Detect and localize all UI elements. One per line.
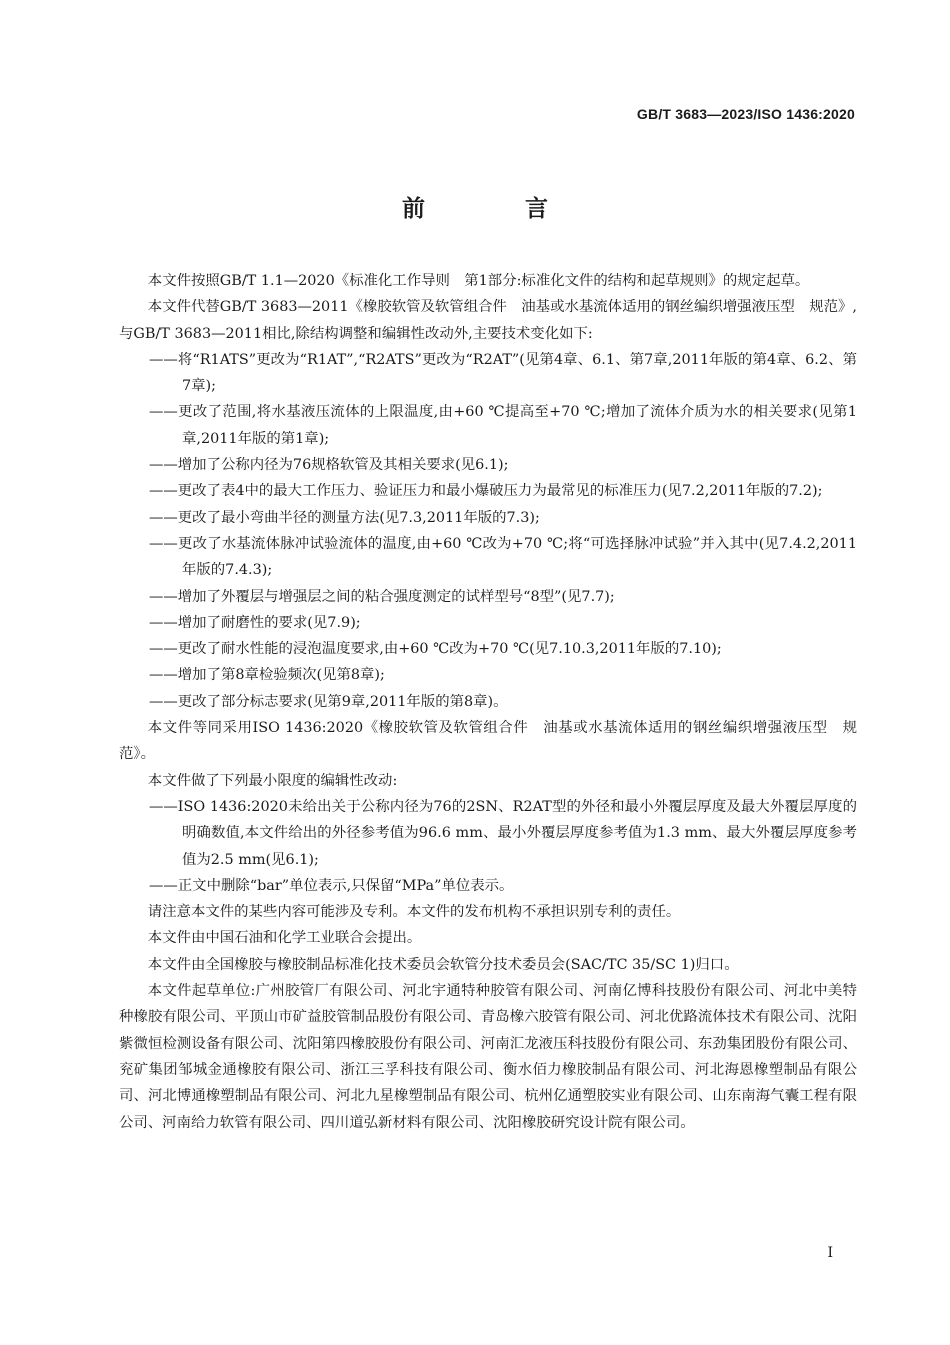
- list-item: ——将“R1ATS”更改为“R1AT”,“R2ATS”更改为“R2AT”(见第4章、6.1、第7章,2011年版的第4章、6.2、第7章);: [149, 351, 857, 395]
- committee-paragraph: 本文件由全国橡胶与橡胶制品标准化技术委员会软管分技术委员会(SAC/TC 35/SC 1)归口。: [147, 956, 739, 973]
- standard-code: GB/T 3683—2023/ISO 1436:2020: [636, 106, 855, 122]
- list-item: ——ISO 1436:2020未给出关于公称内径为76的2SN、R2AT型的外径和最小外覆层厚度及最大外覆层厚度的明确数值,本文件给出的外径参考值为96.6 mm、最小外覆层厚度参考值为1.3 mm、最大外覆层厚度参考值为2.5 mm(见6.1);: [149, 798, 857, 868]
- list-item: ——更改了范围,将水基液压流体的上限温度,由+60 ℃提高至+70 ℃;增加了流体介质为水的相关要求(见第1章,2011年版的第1章);: [149, 404, 857, 447]
- list-item: ——增加了耐磨性的要求(见7.9);: [149, 614, 361, 631]
- page-number: I: [827, 1245, 833, 1261]
- drafting-units-paragraph: 本文件起草单位:广州胶管厂有限公司、河北宇通特种胶管有限公司、河南亿博科技股份有限公司、河北中美特种橡胶有限公司、平顶山市矿益胶管制品股份有限公司、青岛橡六胶管有限公司、河北优路流体技术有限公司、沈阳紫微恒检测设备有限公司、沈阳第四橡胶股份有限公司、河南汇龙液压科技股份有限公司、东劲集团股份有限公司、兖矿集团邹城金通橡胶有限公司、浙江三孚科技有限公司、衡水佰力橡胶制品有限公司、河北海恩橡塑制品有限公司、河北博通橡塑制品有限公司、河北九星橡塑制品有限公司、杭州亿通塑胶实业有限公司、山东南海气囊工程有限公司、河南给力软管有限公司、四川道弘新材料有限公司、沈阳橡胶研究设计院有限公司。: [119, 983, 857, 1131]
- list-item: ——更改了部分标志要求(见第9章,2011年版的第8章)。: [149, 693, 508, 710]
- technical-changes-list: [119, 347, 857, 715]
- editorial-changes-list: [119, 794, 857, 899]
- list-item: ——正文中删除“bar”单位表示,只保留“MPa”单位表示。: [149, 877, 514, 894]
- list-item: ——更改了耐水性能的浸泡温度要求,由+60 ℃改为+70 ℃(见7.10.3,2011年版的7.10);: [149, 641, 722, 658]
- list-item: ——更改了表4中的最大工作压力、验证压力和最小爆破压力为最常见的标准压力(见7.2,2011年版的7.2);: [149, 483, 823, 500]
- list-item: ——增加了外覆层与增强层之间的粘合强度测定的试样型号“8型”(见7.7);: [149, 588, 615, 605]
- replacement-paragraph: 本文件代替GB/T 3683—2011《橡胶软管及软管组合件 油基或水基流体适用的钢丝编织增强液压型 规范》,与GB/T 3683—2011相比,除结构调整和编辑性改动外,主要技术变化如下:: [119, 299, 857, 342]
- list-item: ——更改了水基流体脉冲试验流体的温度,由+60 ℃改为+70 ℃;将“可选择脉冲试验”并入其中(见7.4.2,2011年版的7.4.3);: [149, 535, 857, 579]
- list-item: ——增加了公称内径为76规格软管及其相关要求(见6.1);: [149, 457, 509, 474]
- drafting-rules-paragraph: 本文件按照GB/T 1.1—2020《标准化工作导则 第1部分:标准化文件的结构和起草规则》的规定起草。: [147, 273, 810, 289]
- patent-notice: 请注意本文件的某些内容可能涉及专利。本文件的发布机构不承担识别专利的责任。: [147, 904, 681, 921]
- page-title: 前 言: [401, 196, 594, 222]
- preface-body: [119, 268, 857, 1136]
- proposer-paragraph: 本文件由中国石油和化学工业联合会提出。: [147, 930, 422, 947]
- list-item: ——增加了第8章检验频次(见第8章);: [149, 667, 385, 684]
- list-item: ——更改了最小弯曲半径的测量方法(见7.3,2011年版的7.3);: [149, 509, 540, 526]
- adoption-paragraph: 本文件等同采用ISO 1436:2020《橡胶软管及软管组合件 油基或水基流体适用的钢丝编织增强液压型 规范》。: [119, 720, 857, 763]
- editorial-changes-intro: 本文件做了下列最小限度的编辑性改动:: [147, 772, 398, 789]
